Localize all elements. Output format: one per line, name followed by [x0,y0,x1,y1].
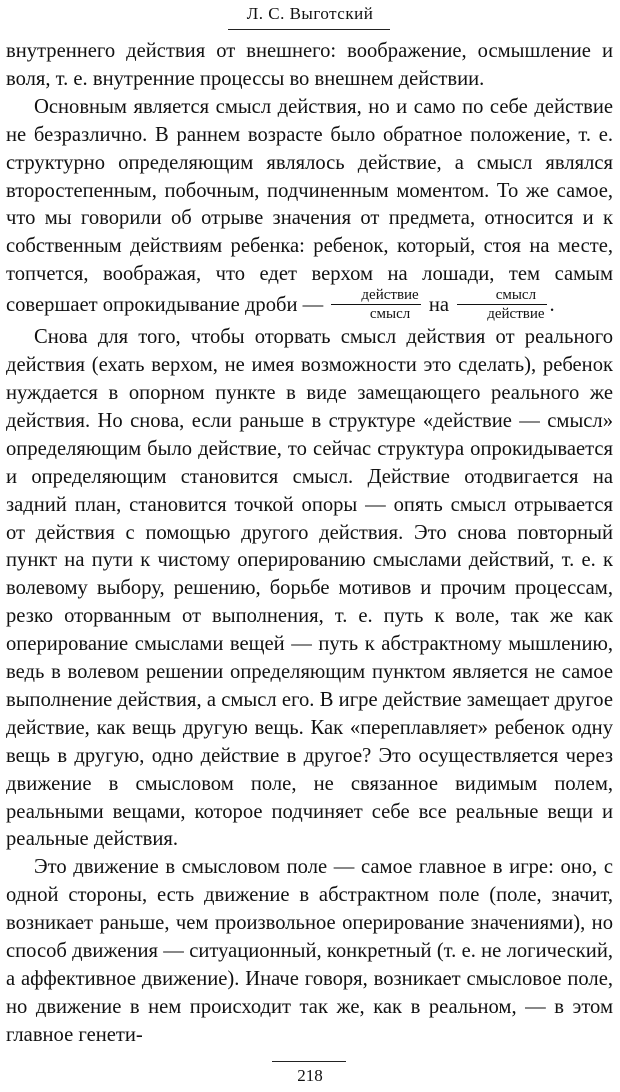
fraction-1-denominator: смысл [369,306,411,323]
fraction-meaning-over-action [457,287,546,322]
paragraph-3: Снова для того, чтобы оторвать смысл действия от реального действия (ехать верхом, не имея возможности это сделать), ребенок нуждается в опорном пункте в виде замещающего реального же действия. Но снова, если раньше в структуре «действие — смысл» определяющим было действие, то сейчас структура опрокидывается и определяющим становится смысл. Действие отодвигается на задний план, становится точкой опоры — опять смысл отрывается от действия с помощью другого действия. Это снова повторный пункт на пути к чистому оперированию смыслами действий, т. е. к волевому выбору, решению, борьбе мотивов и прочим процессам, резко оторванным от выполнения, т. е. путь к воле, так же как оперирование смыслами вещей — путь к абстрактному мышлению, ведь в волевом решении определяющим пунктом является не самое выполнение действия, а смысл его. В игре действие замещает другое действие, как вещь другую вещь. Как «переплавляет» ребенок одну вещь в другую, одно действие в другое? Это осуществляется через движение в смысловом поле, не связанное видимым полем, реальными вещами, которое подчиняет себе все реальные вещи и реальные действия. [6,326,613,851]
paragraph-4: Это движение в смысловом поле — самое главное в игре: оно, с одной стороны, есть движение в абстрактном поле (поле, значит, возникает раньше, чем произвольное оперирование значениями), но способ движения — ситуационный, конкретный (т. е. не логический, а аффективное движение). Иначе говоря, возникает смысловое поле, но движение в нем происходит так же, как в реальном, — в этом главное генети- [6,856,613,1046]
fraction-action-over-meaning [331,287,420,322]
paragraph-2-end: . [549,294,555,317]
paragraph-2 [6,94,613,324]
fraction-2-denominator: действие [487,306,545,323]
paragraph-1: внутреннего действия от внешнего: воображение, осмышление и воля, т. е. внутренние процессы во внешнем действии. [6,40,613,90]
footer-rule [272,1061,346,1062]
fraction-1-numerator: действие [331,287,420,305]
paragraph-2-connector: на [428,294,450,317]
page-number: 218 [297,1066,323,1085]
page-body [6,38,613,1050]
running-header: Л. С. Выготский [246,4,374,23]
paragraph-2-text: Основным является смысл действия, но и само по себе действие не безразлично. В раннем возрасте было обратное положение, т. е. структурно определяющим являлось действие, а смысл являлся второстепенным, побочным, подчиненным моментом. То же самое, что мы говорили об отрыве значения от предмета, относится и к собственным действиям ребенка: ребенок, который, стоя на месте, топчется, воображая, что едет верхом на лошади, тем самым совершает опрокидывание дроби — [6,95,613,317]
fraction-2-numerator: смысл [457,287,546,305]
header-rule [228,29,390,30]
